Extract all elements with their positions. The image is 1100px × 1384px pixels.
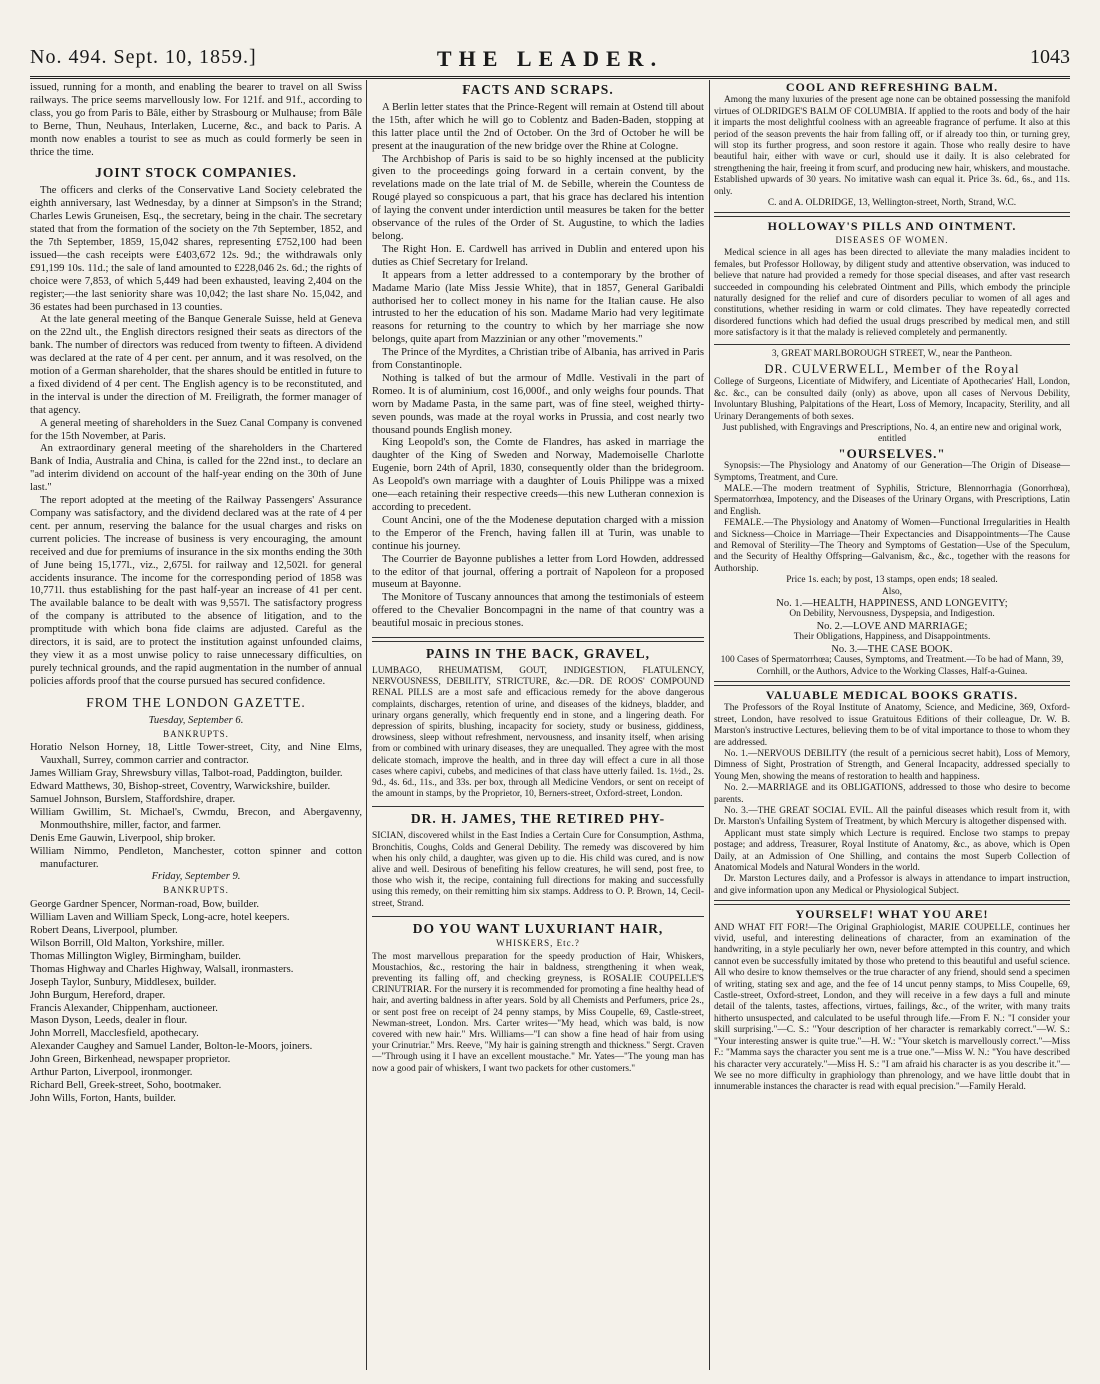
advert-body: SICIAN, discovered whilst in the East Indies a Certain Cure for Consumption, Asthma, Bronchitis, Coughs, Colds and General Debility. The remedy was discovered by him when his only child, a daughter, was given up to die. His child was cured, and is now alive and well. Desirous of benefiting his fellow creatures, he will send, post free, to those who wish it, the recipe, containing full directions for making and successfully using this remedy, on their remitting him six stamps. Address to O. P. Brown, 14, Cecil-street, Strand. — [372, 831, 704, 909]
list-item: William Laven and William Speck, Long-acre, hotel keepers. — [30, 912, 290, 924]
section-divider — [372, 916, 704, 917]
column-middle — [372, 82, 704, 1370]
advert-address: 3, GREAT MARLBOROUGH STREET, W., near the Pantheon. — [771, 348, 1013, 359]
section-heading-gazette: FROM THE LONDON GAZETTE. — [86, 694, 306, 710]
section-divider — [714, 681, 1070, 686]
news-item: The Monitore of Tuscany announces that among the testimonials of esteem offered to the Chevalier Boncompagni in the name of that country was a beautiful mosaic in precious stones. — [372, 592, 704, 630]
gazette-date: Tuesday, September 6. — [148, 714, 244, 726]
news-item: The Right Hon. E. Cardwell has arrived in Dublin and entered upon his duties as Chief Secretary for Ireland. — [372, 243, 704, 268]
bankrupts-label: BANKRUPTS. — [163, 728, 229, 739]
bankrupts-list-friday — [30, 899, 362, 1106]
list-item: John Morrell, Macclesfield, apothecary. — [30, 1028, 199, 1040]
list-item: John Wills, Forton, Hants, builder. — [30, 1092, 176, 1104]
paragraph: An extraordinary general meeting of the shareholders in the Chartered Bank of India, Australia and China, is called for the 22nd inst., to declare an "ad interim dividend on account of the half-year ending on the 30th of June last." — [30, 443, 362, 494]
list-item: William Gwillim, St. Michael's, Cwmdu, Brecon, and Abergavenny, Monmouthshire, miller, factor, and farmer. — [30, 806, 362, 831]
list-item: William Nimmo, Pendleton, Manchester, cotton spinner and cotton manufacturer. — [30, 845, 362, 870]
advert-body: No. 2.—MARRIAGE and its OBLIGATIONS, addressed to those who desire to become parents. — [714, 783, 1070, 805]
column-divider — [709, 80, 710, 1370]
list-item: George Gardner Spencer, Norman-road, Bow, builder. — [30, 899, 260, 911]
news-item: The Archbishop of Paris is said to be so highly incensed at the publicity given to the proceedings going forward in a certain convent, by the revelations made on the late trial of M. de Sebille, wherein the Countess de Rougé played so conspicuous a part, that his grace has declared his intention of laying the convent under interdiction until measures be taken for the better observance of the rules of the Order of St. Augustine, to which the ladies belong. — [372, 153, 704, 242]
advert-body: MALE.—The modern treatment of Syphilis, Stricture, Blennorrhagia (Gonorrhœa), Spermatorrhœa, Impotency, and the Diseases of the Urinary Organs, with Prescriptions, Latin and English. — [714, 484, 1070, 517]
list-item: Thomas Highway and Charles Highway, Walsall, ironmasters. — [30, 963, 294, 975]
paragraph: The report adopted at the meeting of the Railway Passengers' Assurance Company was satisfactory, and the dividend declared was at the rate of 4 per cent. per annum, reserving the balance for the usual charges and risks on current policies. The increase of business is very encouraging, the amount received and due for premiums of insurance in the six months ending the 30th of June being 15,177l., viz., 2,675l. for railway and 12,502l. for general accidents insurance. The income for the corresponding period of 1858 was 10,771l. thus establishing for the past half-year an increase of 41 per cent. The available balance to be dealt with was 9,557l. The satisfactory progress of the company is attributed to the absence of litigation, and to the promptitude with which bona fide claims are adjusted. Careful as the directors, it is said, are to protect the institution against unfounded claims, they view it as a most unwise policy to raise unnecessary difficulties, on purely technical grounds, and the rapid augmentation in the number of annual policies affords proof that the course pursued has secured confidence. — [30, 495, 362, 687]
book-subtitle: On Debility, Nervousness, Dyspepsia, and Indigestion. — [789, 609, 995, 620]
advert-heading-balm: COOL AND REFRESHING BALM. — [785, 82, 999, 94]
advert-price: Price 1s. each; by post, 13 stamps, open ends; 18 sealed. — [786, 575, 998, 586]
advert-body: The most marvellous preparation for the speedy production of Hair, Whiskers, Moustachios, &c., restoring the hair in baldness, strengthening it when weak, preventing its falling off, and checking greyness, is ROSALIE COUPELLE'S CRINUTRIAR. For the nursery it is recommended for promoting a fine healthy head of hair, and averting baldness in after years. Sold by all Chemists and Perfumers, price 2s., or sent post free on receipt of 24 penny stamps, by Miss Coupelle, 69, Castle-street, Newman-street, London. Mrs. Carter writes—"My head, which was bald, is now covered with new hair." Mrs. Williams—"I can show a fine head of hair from using your Crinutriar." Mrs. Reeve, "My hair is gaining strength and thickness." Sergt. Craven—"Through using it I have an excellent moustache." Mr. Yates—"The young man has now a good pair of whiskers, I want two packets for other customers." — [372, 951, 704, 1074]
list-item: Samuel Johnson, Burslem, Staffordshire, draper. — [30, 794, 236, 806]
section-divider — [714, 212, 1070, 217]
list-item: Arthur Parton, Liverpool, ironmonger. — [30, 1067, 193, 1079]
book-title: "OURSELVES." — [838, 445, 946, 461]
news-item: King Leopold's son, the Comte de Flandres, has asked in marriage the daughter of the King of Sweden and Norway, Mademoiselle Charlotte Eugenie, born 24th of April, 1830, consequently older than the bridegroom. As Leopold's own marriage with a daughter of Louis Philippe was a mixed one—each retaining their respective creeds—this new Lutheran connexion is according to precedent. — [372, 437, 704, 513]
paragraph: The officers and clerks of the Conservative Land Society celebrated the eighth anniversary, last Wednesday, by a dinner at Simpson's in the Strand; Charles Lewis Gruneisen, Esq., the secretary, being in the chair. The secretary stated that from the formation of the society on the 7th September, 1852, and the 7th September, 1859, 15,042 shares, representing £752,100 had been issued—the cash receipts were £403,672 12s. 9d.; the withdrawals only £91,199 10s. 11d.; the sale of land amounted to £228,046 2s. 6d.; the rights of choice were 7,853, of which 5,449 had been exhausted, leaving 2,404 on the register;—the last seniority share was 10,042; the last share No. 15,042, and 36 estates had been purchased in 13 counties. — [30, 185, 362, 313]
advert-body: AND WHAT FIT FOR!—The Original Graphiologist, MARIE COUPELLE, continues her vivid, useful, and interesting delineations of character, from an examination of the handwriting, in a style peculiarly her own, never before attempted in this country, and which cannot even be successfully imitated by those who pretend to this beautiful and useful science. All who desire to know themselves or the true character of any friend, should send a specimen of writing, stating sex and age, and the fee of 14 uncut penny stamps, to Miss Coupelle, 69, Castle-street, Oxford-street, London, and they will receive in a few days a full and minute detail of the talents, tastes, affections, virtues, failings, &c., of the writer, with many traits hitherto unsuspected, and calculated to be useful through life.—From F. N.: "I consider your skill surprising."—C. S.: "Your description of her character is remarkably correct."—W. S.: "Your interesting answer is quite true."—H. W.: "Your sketch is marvellously correct."—Miss F.: "Mamma says the character you sent me is a true one."—Miss W. N.: "You have described his character very accurately."—Miss H. S.: "I am afraid his character is as you describe it."—We see no more difficulty in graphiology than phrenology, and we have little doubt that in innumerable instances the character is read with equal precision."—Family Herald. — [714, 922, 1070, 1093]
section-divider — [714, 344, 1070, 345]
list-item: Robert Deans, Liverpool, plumber. — [30, 925, 178, 937]
list-item: John Burgum, Hereford, draper. — [30, 989, 166, 1001]
section-divider — [372, 806, 704, 807]
book-subtitle: 100 Cases of Spermatorrhœa; Causes, Symptoms, and Treatment.—To be had of Mann, 39, Cornhill, or the Authors, Advice to the Working Classes, Half-a-Guinea. — [720, 655, 1064, 677]
advert-heading-culverwell: DR. CULVERWELL, Member of the Royal — [764, 361, 1020, 376]
advert-body: The Professors of the Royal Institute of Anatomy, Science, and Medicine, 369, Oxford-street, London, have resolved to issue Gratuitous Editions of their colleague, Dr. W. B. Marston's instructive Lectures, believing them to be of vital importance to those to whom they are addressed. — [714, 703, 1070, 748]
paragraph: A general meeting of shareholders in the Suez Canal Company is convened for the 15th November, at Paris. — [30, 417, 362, 442]
list-item: Alexander Caughey and Samuel Lander, Bolton-le-Moors, joiners. — [30, 1041, 313, 1053]
page-number: 1043 — [1030, 46, 1070, 68]
advert-body: Among the many luxuries of the present age none can be obtained possessing the manifold virtues of OLDRIDGE'S BALM OF COLUMBIA. If applied to the roots and body of the hair it imparts the most delightful coolness with an agreeable fragrance of perfume. It also at this period of the season prevents the hair from falling off, or if already too thin, or turning grey, will stop its further progress, and soon restore it again. Those who really desire to have beautiful hair, either with wave or curl, should use it daily. It is also celebrated for strengthening the hair, freeing it from scurf, and producing new hair, whiskers, and moustache. Established upwards of 30 years. No imitative wash can equal it. Price 3s. 6d., 6s., and 11s. only. — [714, 95, 1070, 197]
advert-subheading: WHISKERS, Etc.? — [496, 937, 580, 948]
advert-body: No. 3.—THE GREAT SOCIAL EVIL. All the painful diseases which result from it, with Dr. Marston's Unfailing System of Treatment, by which Mercury is altogether dispensed with. — [714, 805, 1070, 828]
column-right — [714, 82, 1070, 1370]
advert-note: Also, — [881, 586, 903, 597]
section-heading-facts: FACTS AND SCRAPS. — [462, 82, 614, 97]
advert-body: Synopsis:—The Physiology and Anatomy of our Generation—The Origin of Disease—Symptoms, Treatment, and Cure. — [714, 461, 1070, 483]
masthead-rule — [30, 76, 1070, 79]
news-item: A Berlin letter states that the Prince-Regent will remain at Ostend till about the 15th, after which he will go to Coblentz and Baden-Baden, stopping at this latter place until the 2nd of October. On the 3rd of October he will be present at the inauguration of the new bridge over the Rhine at Cologne. — [372, 101, 704, 152]
advert-address: C. and A. OLDRIDGE, 13, Wellington-street, North, Strand, W.C. — [767, 198, 1017, 209]
advert-body: College of Surgeons, Licentiate of Midwifery, and Licentiate of Apothecaries' Hall, London, &c. &c., can be consulted daily (only) as above, upon all cases of Nervous Debility, Involuntary Blushing, Palpitations of the Heart, Loss of Memory, Incapacity, Sterility, and all Urinary Derangements of both sexes. — [714, 377, 1070, 422]
list-item: Thomas Millington Wigley, Birmingham, builder. — [30, 950, 241, 962]
advert-heading-pains: PAINS IN THE BACK, GRAVEL, — [425, 646, 651, 662]
list-item: Mason Dyson, Leeds, dealer in flour. — [30, 1015, 188, 1027]
list-item: Denis Eme Gauwin, Liverpool, ship broker. — [30, 832, 216, 844]
advert-body: Medical science in all ages has been directed to alleviate the many maladies incident to females, but Professor Holloway, by diligent study and attentive observation, was induced to believe that nature had provided a remedy for those special diseases, and after vast research succeeded in compounding his celebrated Ointment and Pills, which embody the principle naturally designed for the relief and cure of disorders peculiar to women of all ages and constitutions, whether residing in warm or cold climates. They have repeatedly corrected disordered functions which had defied the usual drugs prescribed by medical men, and still more satisfactory is it that the malady is relieved completely and permanently. — [714, 248, 1070, 339]
list-item: Francis Alexander, Chippenham, auctioneer. — [30, 1002, 218, 1014]
article-continuation: issued, running for a month, and enabling the bearer to travel on all Swiss railways. The price seems marvellously low. For 121f. and 91f., according to class, you go from Paris to Bâle, either by Strasbourg or Mulhause; from Bâle to Berne, Thun, Neuhaus, Interlaken, Lucerne, &c., and back to Paris. A month now enables a tourist to see as much as could formerly be seen in thrice the time. — [30, 82, 362, 158]
book-title: No. 3.—THE CASE BOOK. — [831, 643, 953, 655]
section-divider — [372, 637, 704, 642]
list-item: Edward Matthews, 30, Bishop-street, Coventry, Warwickshire, builder. — [30, 781, 331, 793]
advert-heading-hair: DO YOU WANT LUXURIANT HAIR, — [412, 920, 664, 936]
book-title: No. 1.—HEALTH, HAPPINESS, AND LONGEVITY; — [776, 598, 1008, 610]
bankrupts-label: BANKRUPTS. — [163, 885, 229, 896]
advert-heading-yourself: YOURSELF! WHAT YOU ARE! — [795, 907, 989, 922]
list-item: Joseph Taylor, Sunbury, Middlesex, builder. — [30, 976, 217, 988]
advert-body: LUMBAGO, RHEUMATISM, GOUT, INDIGESTION, FLATULENCY, NERVOUSNESS, DEBILITY, STRICTURE, &c.—DR. DE ROOS' COMPOUND RENAL PILLS are a most safe and efficacious remedy for the above dangerous complaints, discharges, retention of urine, and diseases of the kidneys, bladder, and urinary organs generally, which frequently end in stone, and a lingering death. For depression of spirits, blushing, incapacity for society, study or business, giddiness, drowsiness, sleep without refreshment, nervousness, and insanity itself, when arising from or combined with urinary diseases, they are unequalled. They agree with the most delicate stomach, improve the health, and in three day will effect a cure in all those cases where capivi, cubebs, and medicines of that class have utterly failed. 1s. 1½d., 2s. 9d., 4s. 6d., 11s., and 33s. per box, through all Medicine Vendors, or sent on receipt of the amount in stamps, by the Proprietor, 10, Berners-street, Oxford-street, London. — [372, 665, 704, 800]
list-item: James William Gray, Shrewsbury villas, Talbot-road, Paddington, builder. — [30, 768, 343, 780]
book-subtitle: Their Obligations, Happiness, and Disappointments. — [793, 632, 991, 643]
column-left — [30, 82, 362, 1370]
advert-heading-james: DR. H. JAMES, THE RETIRED PHY- — [410, 811, 666, 827]
list-item: Horatio Nelson Horney, 18, Little Tower-street, City, and Nine Elms, Vauxhall, Surrey, common carrier and contractor. — [30, 742, 362, 767]
gazette-date: Friday, September 9. — [151, 871, 241, 883]
advert-body: FEMALE.—The Physiology and Anatomy of Women—Functional Irregularities in Health and Sickness—Choice in Marriage—Their Expectancies and Disappointments—The Cause and Removal of Sterility—The Theory and Symptoms of Gestation—Use of the Speculum, and the Security of Healthy Offspring—Galvanism, &c., &c., together with the reasons for Authorship. — [714, 518, 1070, 574]
advert-body: No. 1.—NERVOUS DEBILITY (the result of a pernicious secret habit), Loss of Memory, Dimness of Sight, Prostration of Strength, and General Incapacity, addressed specially to Young Men, showing the means of restoration to health and happiness. — [714, 748, 1070, 782]
masthead — [30, 46, 1070, 76]
advert-heading-valuable: VALUABLE MEDICAL BOOKS GRATIS. — [765, 687, 1019, 702]
advert-subheading: DISEASES OF WOMEN. — [835, 234, 949, 245]
news-item: It appears from a letter addressed to a contemporary by the brother of Madame Mario (late Miss Jessie White), that in 1857, General Garibaldi authorised her to collect money in his name for the Italian cause. He also intrusted to her the education of his son. Madame Mario had very legitimate reasons for returning to the country to which by her marriage she now belongs, quite apart from Mazzinian or any other "movements." — [372, 269, 704, 346]
book-title: No. 2.—LOVE AND MARRIAGE; — [816, 620, 968, 632]
news-item: The Prince of the Myrdites, a Christian tribe of Albania, has arrived in Paris from Constantinople. — [372, 347, 704, 372]
paragraph: At the late general meeting of the Banque Generale Suisse, held at Geneva on the 22nd ult., the English directors resigned their seats as directors of the bank. The number of directors was reduced from twenty to fifteen. A dividend was declared at the rate of 4 per cent. per annum, and it was resolved, on the motion of a German shareholder, that the shares should be entitled in future to a fixed dividend of 4 per cent. The English agency is to be reconstituted, and in the interval is under the direction of M. Freiligrath, the former manager of that agency. — [30, 314, 362, 416]
section-divider — [714, 900, 1070, 905]
list-item: John Green, Birkenhead, newspaper proprietor. — [30, 1054, 231, 1066]
list-item: Richard Bell, Greek-street, Soho, bootmaker. — [30, 1079, 222, 1091]
issue-number: No. 494. Sept. 10, 1859.] — [30, 46, 257, 68]
bankrupts-list-tuesday — [30, 742, 362, 871]
list-item: Wilson Borrill, Old Malton, Yorkshire, miller. — [30, 938, 225, 949]
advert-body: Applicant must state simply which Lecture is required. Enclose two stamps to prepay postage; and address, Treasurer, Royal Institute of Anatomy, &c., as above, which is Open Daily, at an Admission of One Shilling, and contains the most Superb Collection of Anatomical Models and Natural Wonders in the world. — [714, 828, 1070, 873]
column-divider — [366, 80, 367, 1370]
news-item: Nothing is talked of but the armour of Mdlle. Vestivali in the part of Romeo. It is of aluminium, cost 16,000f., and only weighs four pounds. That worn by Madame Pasta, in the same part, was of fine steel, weighed thirty-seven pounds, was made at the royal works in Prussia, and cost nearly two thousand pounds English money. — [372, 372, 704, 436]
section-heading-joint-stock: JOINT STOCK COMPANIES. — [95, 165, 297, 181]
news-item: Count Ancini, one of the the Modenese deputation charged with a mission to the Emperor of the French, having fallen ill at Turin, was unable to continue his journey. — [372, 514, 704, 552]
advert-heading-holloway: HOLLOWAY'S PILLS AND OINTMENT. — [767, 219, 1017, 234]
newspaper-title: THE LEADER. — [436, 46, 664, 71]
advert-note: Just published, with Engravings and Prescriptions, No. 4, an entire new and original work, entitled — [722, 422, 1062, 445]
news-item: The Courrier de Bayonne publishes a letter from Lord Howden, addressed to the editor of that journal, offering a portrait of Napoleon for a proposed museum at Bayonne. — [372, 553, 704, 591]
advert-body: Dr. Marston Lectures daily, and a Professor is always in attendance to impart instruction, and give information upon any Medical or Physiological Subject. — [714, 874, 1070, 896]
